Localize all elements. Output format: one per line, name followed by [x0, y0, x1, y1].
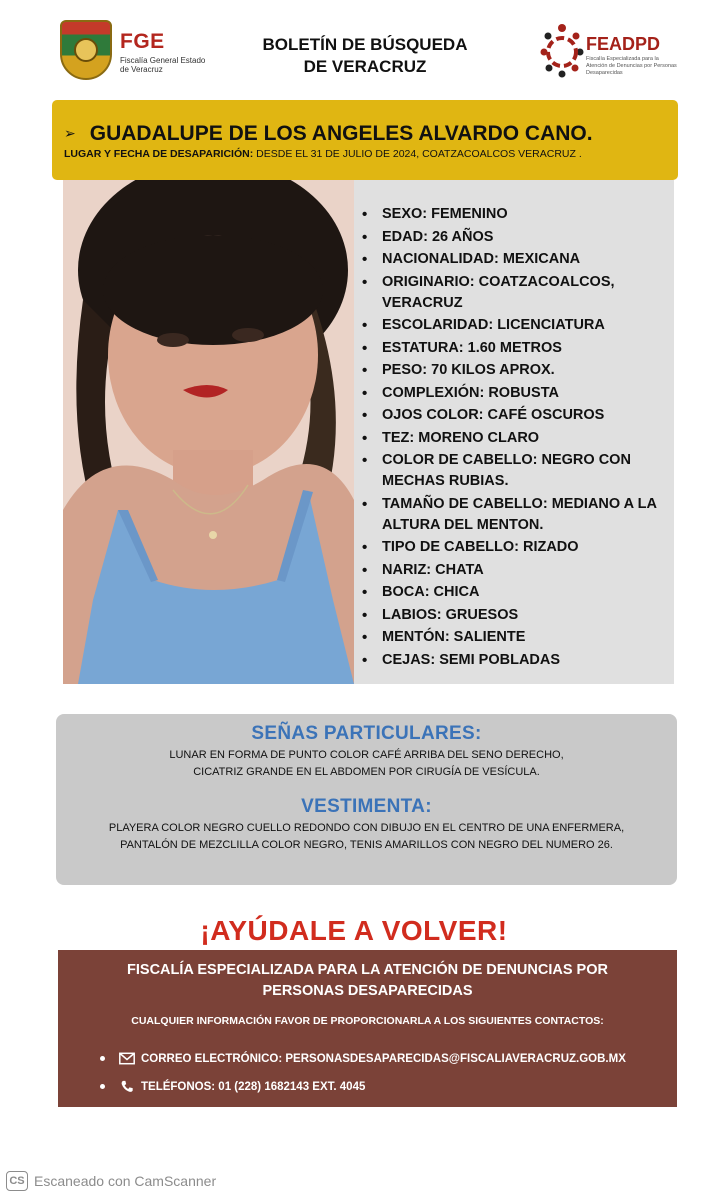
veracruz-shield-icon [60, 20, 112, 80]
fge-logo-subtitle: Fiscalía General Estado de Veracruz [120, 56, 206, 74]
disappearance-info [64, 148, 582, 160]
detail-complexion: • COMPLEXIÓN: ROBUSTA [382, 383, 674, 404]
details-list [354, 180, 674, 671]
contact-email[interactable]: CORREO ELECTRÓNICO: PERSONASDESAPARECIDAS@FISCALIAVERACRUZ.GOB.MX [141, 1052, 626, 1065]
person-photo [63, 180, 354, 684]
person-name-text: GUADALUPE DE LOS ANGELES ALVARDO CANO. [89, 122, 593, 145]
senas-line-2: CICATRIZ GRANDE EN EL ABDOMEN POR CIRUGÍA DE VESÍCULA. [193, 766, 540, 778]
people-ring-icon [540, 22, 584, 78]
name-banner [52, 100, 678, 180]
vestimenta-title: VESTIMENTA: [301, 796, 432, 817]
senas-line-1: LUNAR EN FORMA DE PUNTO COLOR CAFÉ ARRIBA DEL SENO DERECHO, [169, 749, 564, 761]
detail-sexo: • SEXO: FEMENINO [382, 204, 674, 225]
contact-title-line-2: PERSONAS DESAPARECIDAS [262, 983, 473, 999]
title-line-1: BOLETÍN DE BÚSQUEDA [262, 35, 468, 54]
contact-panel [58, 950, 677, 1107]
scanner-watermark-text: Escaneado con CamScanner [34, 1173, 217, 1189]
detail-cejas: • CEJAS: SEMI POBLADAS [382, 650, 674, 671]
camscanner-logo-icon: CS [6, 1171, 28, 1191]
vestimenta-line-2: PANTALÓN DE MEZCLILLA COLOR NEGRO, TENIS AMARILLOS CON NEGRO DEL NUMERO 26. [120, 839, 613, 851]
title-line-2: DE VERACRUZ [303, 57, 427, 76]
detail-peso: • PESO: 70 KILOS APROX. [382, 360, 674, 381]
detail-tipo-cabello: • TIPO DE CABELLO: RIZADO [382, 537, 674, 558]
physical-details-panel [354, 180, 674, 684]
envelope-icon [119, 1052, 135, 1065]
detail-tez: • TEZ: MORENO CLARO [382, 428, 674, 449]
detail-menton: • MENTÓN: SALIENTE [382, 627, 674, 648]
feadpd-logo-subtitle: Fiscalía Especializada para la Atención de Denuncias por Personas Desaparecidas [586, 56, 677, 76]
disappearance-label: LUGAR Y FECHA DE DESAPARICIÓN: [64, 148, 254, 160]
feadpd-logo [540, 18, 680, 84]
distinguishing-marks-panel [56, 714, 677, 885]
fge-logo [60, 18, 210, 84]
disappearance-value: DESDE EL 31 DE JULIO DE 2024, COATZACOALCOS VERACRUZ . [256, 148, 582, 160]
contact-title [58, 960, 677, 1002]
arrow-bullet-icon: ➢ [64, 125, 76, 141]
contact-phone-row [100, 1080, 365, 1093]
detail-labios: • LABIOS: GRUESOS [382, 605, 674, 626]
detail-nacionalidad: • NACIONALIDAD: MEXICANA [382, 249, 674, 270]
detail-estatura: • ESTATURA: 1.60 METROS [382, 338, 674, 359]
contact-email-row [100, 1052, 626, 1065]
detail-nariz: • NARIZ: CHATA [382, 560, 674, 581]
detail-boca: • BOCA: CHICA [382, 582, 674, 603]
phone-icon [119, 1080, 135, 1093]
bullet-icon [100, 1084, 105, 1089]
detail-ojos: • OJOS COLOR: CAFÉ OSCUROS [382, 405, 674, 426]
detail-color-cabello: • COLOR DE CABELLO: NEGRO CON MECHAS RUBIAS. [382, 450, 674, 492]
scanner-watermark [6, 1170, 216, 1192]
person-name [64, 122, 593, 146]
detail-tamano-cabello: • TAMAÑO DE CABELLO: MEDIANO A LA ALTURA DEL MENTON. [382, 494, 674, 536]
contact-phone[interactable]: TELÉFONOS: 01 (228) 1682143 EXT. 4045 [141, 1080, 366, 1093]
bullet-icon [100, 1056, 105, 1061]
feadpd-logo-name: FEADPD [586, 34, 661, 54]
contact-instructions: CUALQUIER INFORMACIÓN FAVOR DE PROPORCIONARLA A LOS SIGUIENTES CONTACTOS: [131, 1015, 604, 1027]
vestimenta-line-1: PLAYERA COLOR NEGRO CUELLO REDONDO CON DIBUJO EN EL CENTRO DE UNA ENFERMERA, [108, 822, 625, 834]
detail-edad: • EDAD: 26 AÑOS [382, 227, 674, 248]
contact-title-line-1: FISCALÍA ESPECIALIZADA PARA LA ATENCIÓN DE DENUNCIAS POR [127, 962, 608, 978]
detail-escolaridad: • ESCOLARIDAD: LICENCIATURA [382, 315, 674, 336]
bulletin-title [220, 34, 510, 78]
fge-logo-name: FGE [120, 30, 165, 53]
senas-title: SEÑAS PARTICULARES: [251, 723, 482, 744]
help-return-heading: ¡AYÚDALE A VOLVER! [200, 915, 508, 946]
detail-originario: • ORIGINARIO: COATZACOALCOS, VERACRUZ [382, 272, 674, 314]
